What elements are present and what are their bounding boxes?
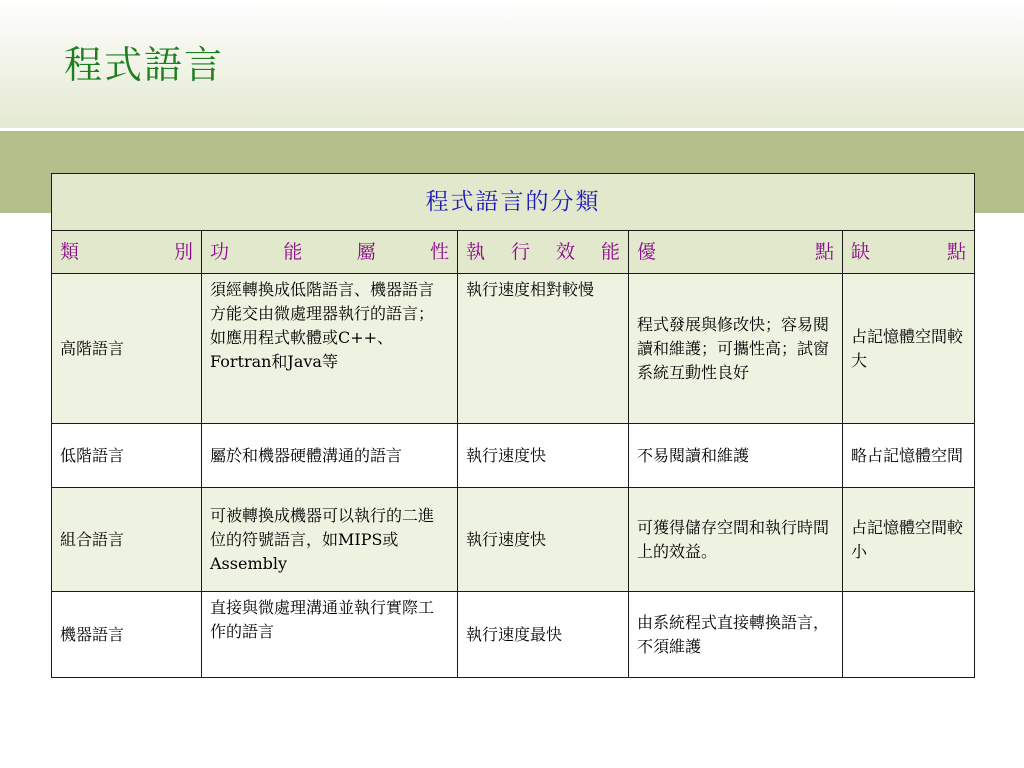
- cell-advantages: 程式發展與修改快；容易閱讀和維護；可攜性高；試窗系統互動性良好: [629, 274, 843, 424]
- cell-disadvantages: 略占記憶體空間: [843, 424, 975, 488]
- cell-performance: 執行速度最快: [458, 592, 629, 678]
- cell-advantages: 可獲得儲存空間和執行時間上的效益。: [629, 488, 843, 592]
- cell-function: 可被轉換成機器可以執行的二進位的符號語言，如MIPS或Assembly: [202, 488, 458, 592]
- header-advantages: 優 點: [629, 231, 843, 274]
- table-caption: 程式語言的分類: [52, 174, 975, 231]
- header-category: 類 別: [52, 231, 202, 274]
- table-row: [52, 592, 975, 678]
- table-caption-row: [52, 174, 975, 231]
- cell-function: 須經轉換成低階語言、機器語言方能交由微處理器執行的語言；如應用程式軟體或C++、Fortran和Java等: [202, 274, 458, 424]
- cell-advantages: 由系統程式直接轉換語言，不須維護: [629, 592, 843, 678]
- cell-disadvantages: 占記憶體空間較小: [843, 488, 975, 592]
- cell-advantages: 不易閱讀和維護: [629, 424, 843, 488]
- cell-category: 組合語言: [52, 488, 202, 592]
- cell-performance: 執行速度相對較慢: [458, 274, 629, 424]
- table-row: [52, 488, 975, 592]
- cell-disadvantages: 占記憶體空間較大: [843, 274, 975, 424]
- slide-title: 程式語言: [64, 43, 225, 87]
- header-disadvantages: 缺 點: [843, 231, 975, 274]
- table-row: [52, 274, 975, 424]
- cell-performance: 執行速度快: [458, 488, 629, 592]
- cell-category: 機器語言: [52, 592, 202, 678]
- language-classification-table: [51, 173, 975, 678]
- cell-function: 直接與微處理溝通並執行實際工作的語言: [202, 592, 458, 678]
- cell-function: 屬於和機器硬體溝通的語言: [202, 424, 458, 488]
- cell-category: 低階語言: [52, 424, 202, 488]
- header-performance: 執 行 效 能: [458, 231, 629, 274]
- cell-category: 高階語言: [52, 274, 202, 424]
- table-header-row: [52, 231, 975, 274]
- table-row: [52, 424, 975, 488]
- header-function: 功 能 屬 性: [202, 231, 458, 274]
- cell-performance: 執行速度快: [458, 424, 629, 488]
- cell-disadvantages: [843, 592, 975, 678]
